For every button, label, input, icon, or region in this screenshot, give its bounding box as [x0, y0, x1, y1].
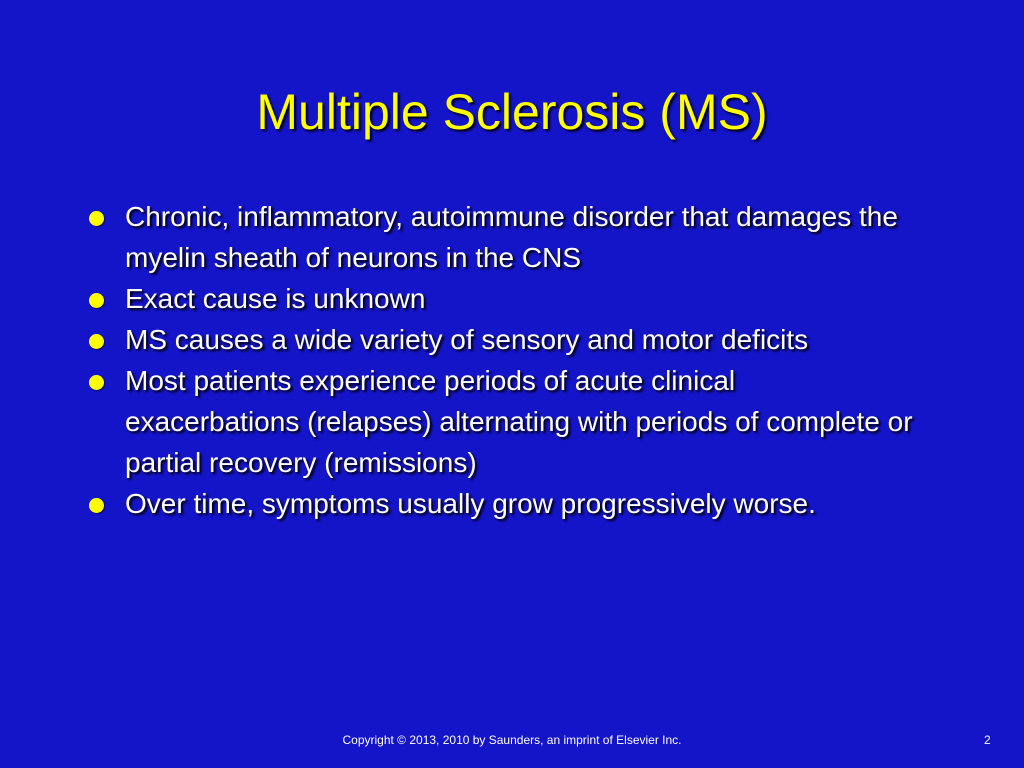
copyright-footer: Copyright © 2013, 2010 by Saunders, an imprint of Elsevier Inc.: [342, 733, 682, 747]
bullet-item: [84, 196, 914, 278]
bullet-dot-icon: [89, 293, 104, 308]
slide-title: Multiple Sclerosis (MS): [256, 84, 768, 140]
bullet-text: MS causes a wide variety of sensory and motor deficits: [125, 324, 809, 355]
bullet-text: Most patients experience periods of acute clinical exacerbations (relapses) alternating with periods of complete or partial recovery (remissions): [125, 365, 913, 478]
bullet-text: Exact cause is unknown: [125, 283, 426, 314]
bullet-dot-icon: [89, 211, 104, 226]
bullet-dot-icon: [89, 334, 104, 349]
bullet-item: [84, 483, 914, 524]
bullet-item: [84, 319, 914, 360]
bullet-list: [84, 196, 914, 524]
bullet-item: [84, 278, 914, 319]
page-number: 2: [984, 733, 991, 747]
bullet-dot-icon: [89, 498, 104, 513]
bullet-item: [84, 360, 914, 483]
bullet-text: Over time, symptoms usually grow progressively worse.: [125, 488, 816, 519]
bullet-dot-icon: [89, 375, 104, 390]
bullet-text: Chronic, inflammatory, autoimmune disorder that damages the myelin sheath of neurons in the CNS: [125, 201, 898, 273]
